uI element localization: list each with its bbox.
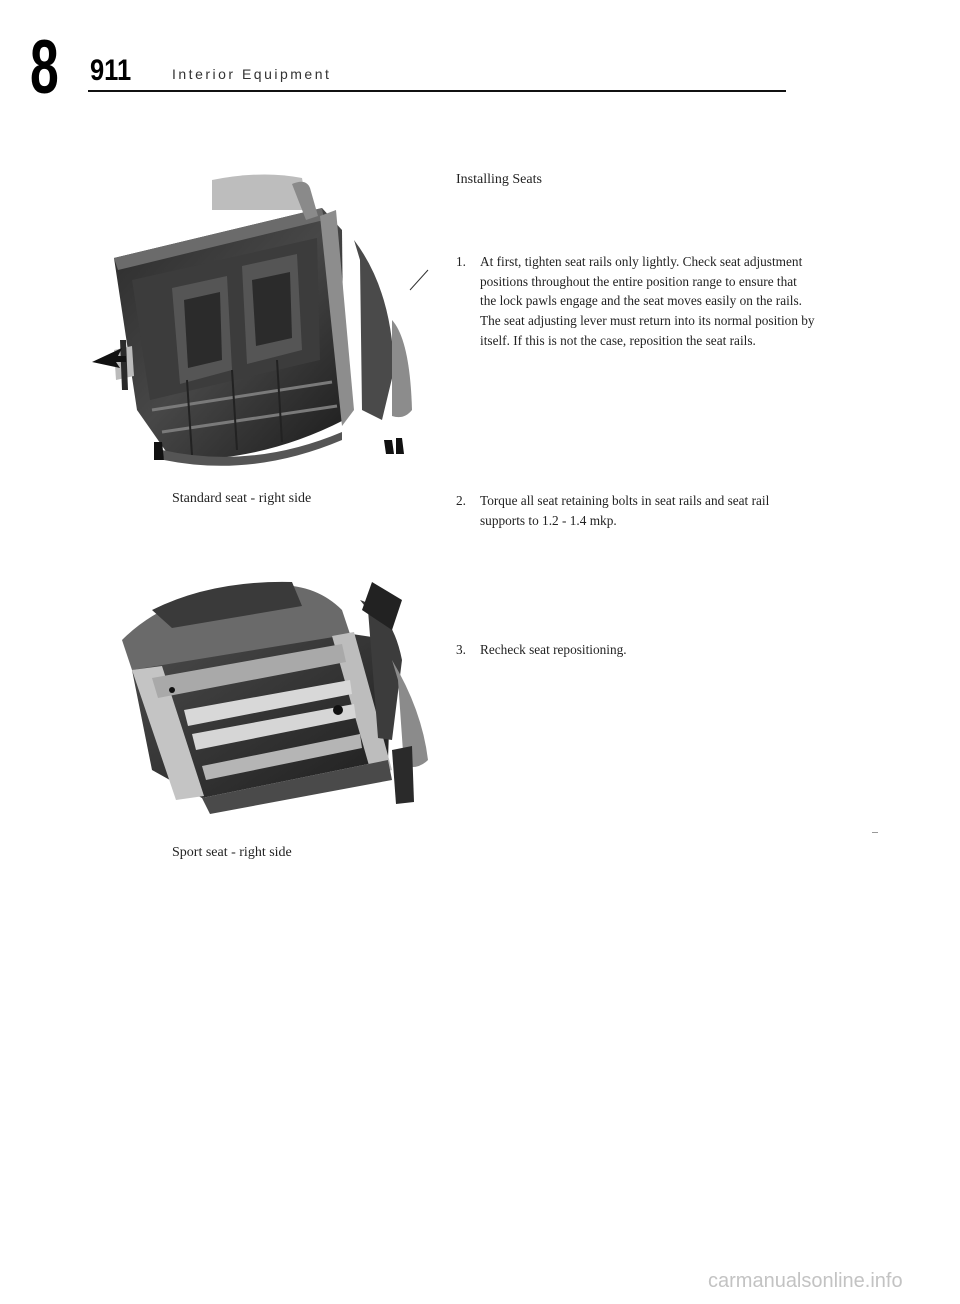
figure-caption-sport-seat: Sport seat - right side <box>172 845 292 860</box>
watermark: carmanualsonline.info <box>708 1270 903 1292</box>
section-title: Interior Equipment <box>172 66 332 82</box>
instruction-step <box>456 252 816 351</box>
step-number: 2. <box>456 493 466 508</box>
standard-seat-photo <box>92 170 440 475</box>
step-text: Recheck seat repositioning. <box>480 642 627 657</box>
step-number: 1. <box>456 254 466 269</box>
step-text: At first, tighten seat rails only lightly. Check seat adjustment positions throughout the entire position range to ensure that the lock pawls engage and the seat moves easily on the rails. The seat adjusting lever must return into its normal position by itself. If this is not the case, reposition the seat rails. <box>480 254 815 348</box>
instruction-step <box>456 491 816 530</box>
sport-seat-photo <box>92 570 440 820</box>
chapter-number: 8 <box>30 25 59 110</box>
figure-caption-standard-seat: Standard seat - right side <box>172 491 312 506</box>
instruction-step <box>456 640 816 660</box>
header-rule <box>88 90 786 92</box>
step-text: Torque all seat retaining bolts in seat rails and seat rail supports to 1.2 - 1.4 mkp. <box>480 493 770 528</box>
step-number: 3. <box>456 642 466 657</box>
scan-mark <box>872 832 878 833</box>
model-number: 911 <box>90 54 132 87</box>
section-heading: Installing Seats <box>456 172 542 187</box>
